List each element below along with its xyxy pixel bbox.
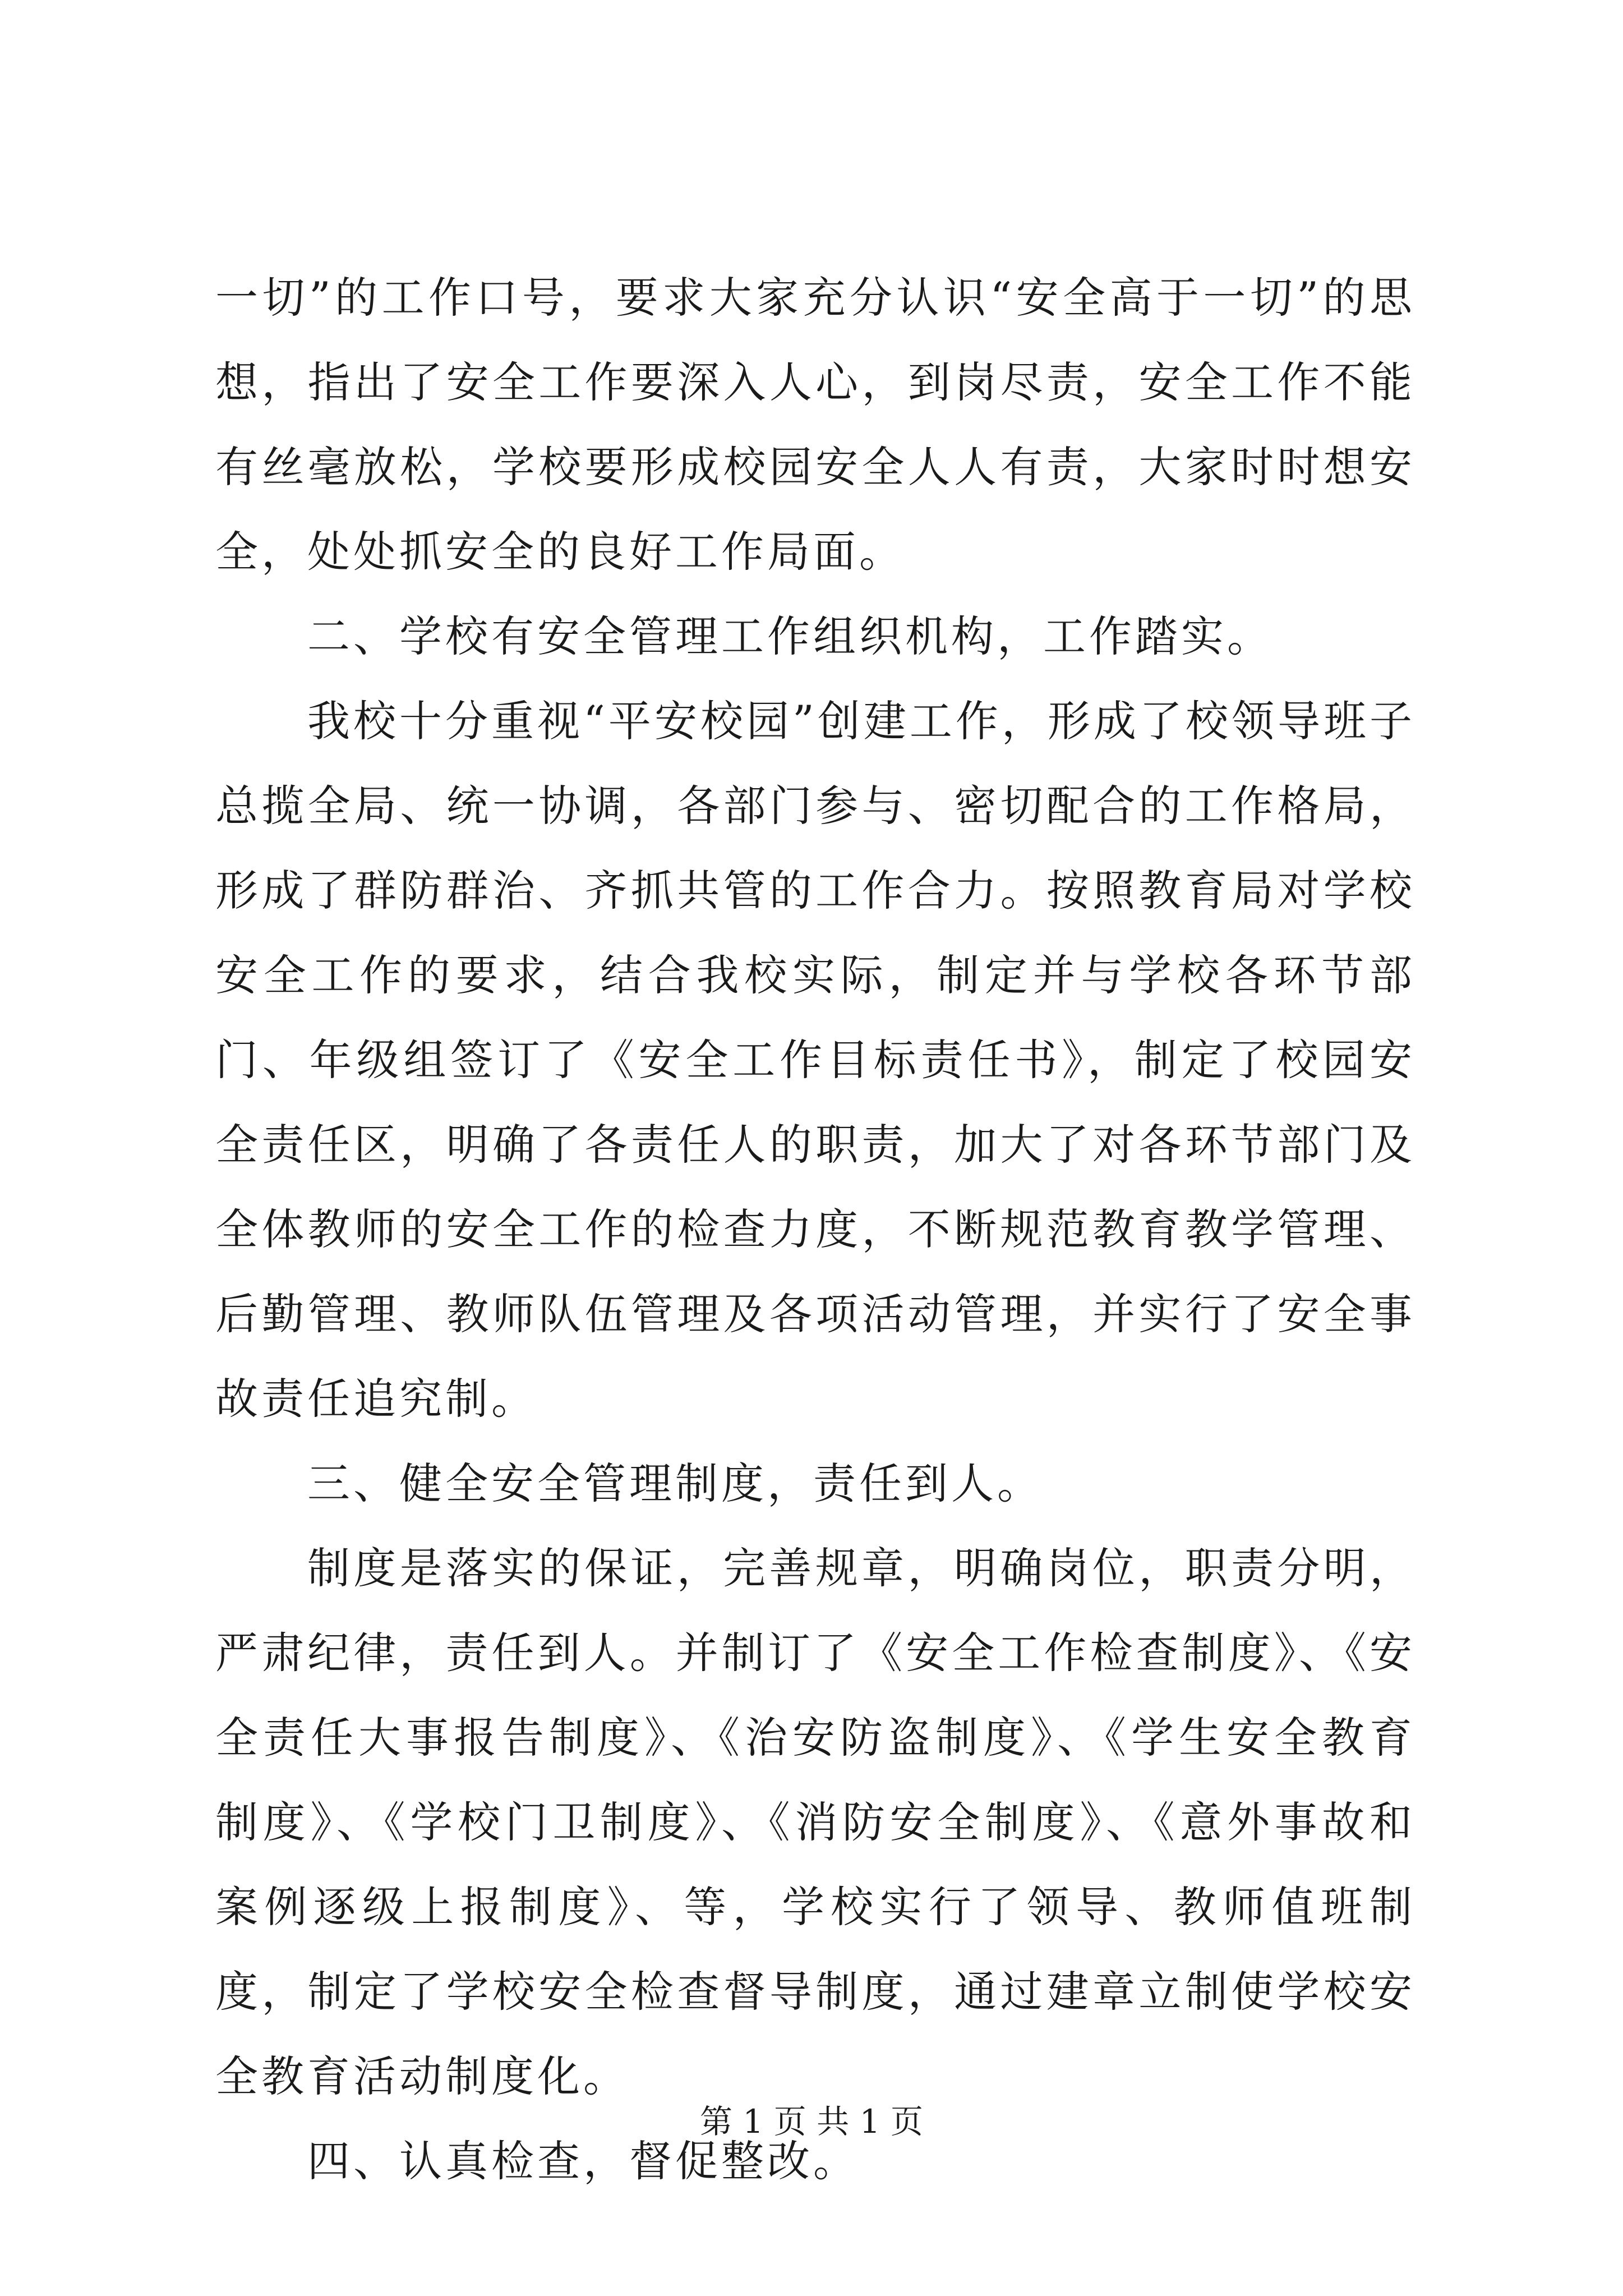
paragraph-section-2: 我校十分重视“平安校园”创建工作，形成了校领导班子总揽全局、统一协调，各部门参与、密切配合的工作格局，形成了群防群治、齐抓共管的工作合力。按照教育局对学校安全工作的要求，结合我校实际，制定并与学校各环节部门、年级组签订了《安全工作目标责任书》，制定了校园安全责任区，明确了各责任人的职责，加大了对各环节部门及全体教师的安全工作的检查力度，不断规范教育教学管理、后勤管理、教师队伍管理及各项活动管理，并实行了安全事故责任追究制。 (215, 696, 1415, 1424)
heading-section-4: 四、认真检查，督促整改。 (307, 2136, 859, 2186)
paragraph-section-3: 制度是落实的保证，完善规章，明确岗位，职责分明，严肃纪律，责任到人。并制订了《安全工作检查制度》、《安全责任大事报告制度》、《治安防盗制度》、《学生安全教育制度》、《学校门卫制度》、《消防安全制度》、《意外事故和案例逐级上报制度》、等，学校实行了领导、教师值班制度，制定了学校安全检查督导制度，通过建章立制使学校安全教育活动制度化。 (215, 1543, 1415, 2101)
paragraph-continuation: 一切”的工作口号，要求大家充分认识“安全高于一切”的思想，指出了安全工作要深入人心，到岗尽责，安全工作不能有丝毫放松，学校要形成校园安全人人有责，大家时时想安全，处处抓安全的良好工作局面。 (215, 273, 1415, 577)
heading-section-3: 三、健全安全管理制度，责任到人。 (307, 1458, 1043, 1508)
document-body (215, 255, 1415, 2203)
page-number-footer: 第 1 页 共 1 页 (700, 2102, 923, 2141)
heading-section-2: 二、学校有安全管理工作组织机构，工作踏实。 (307, 611, 1273, 661)
